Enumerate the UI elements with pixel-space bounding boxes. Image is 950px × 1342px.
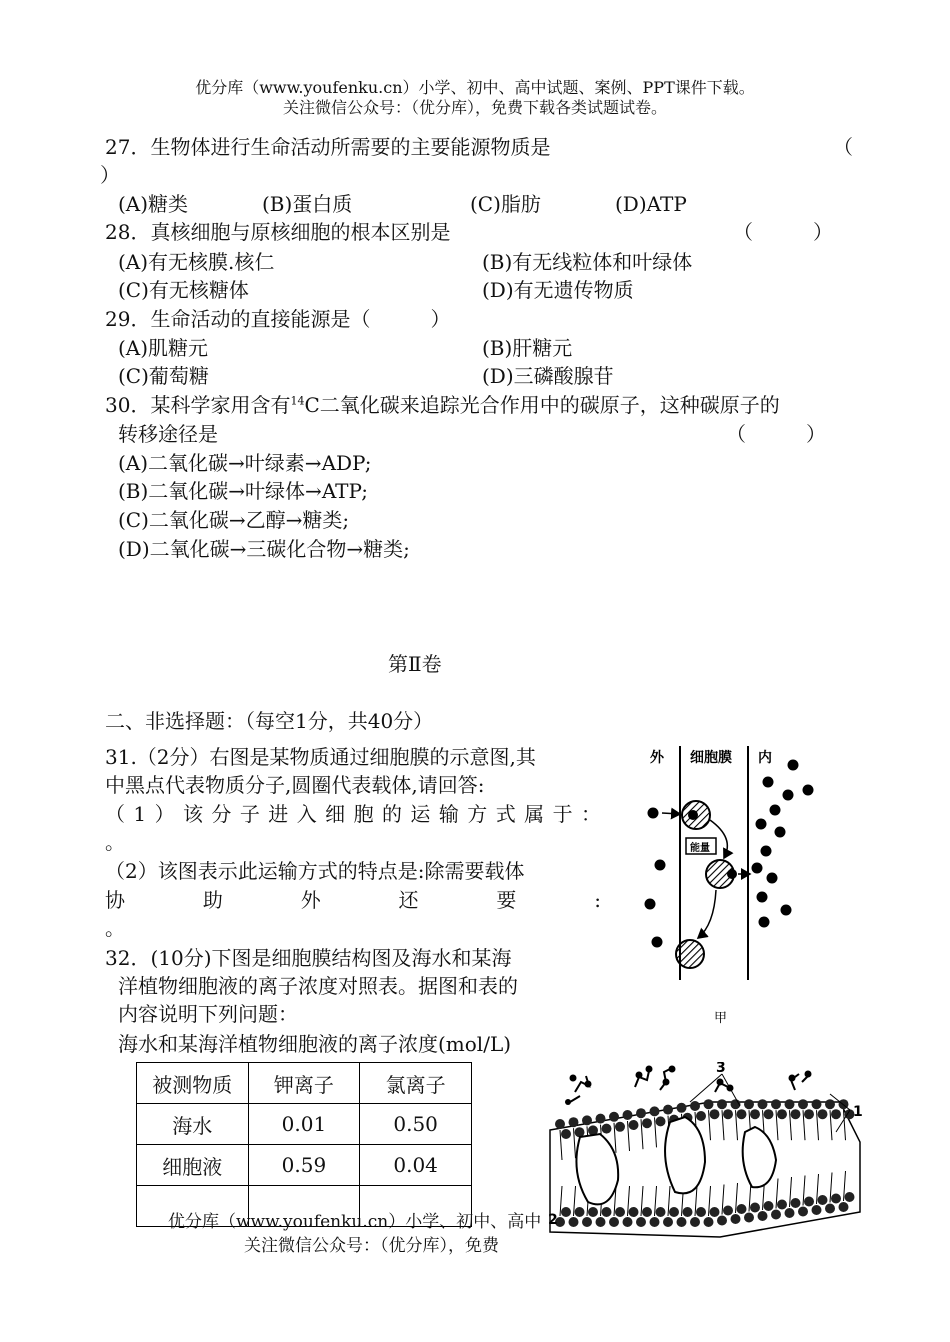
molecule-dot bbox=[759, 917, 770, 928]
molecule-dot bbox=[767, 873, 778, 884]
phospholipid-head bbox=[704, 1217, 714, 1227]
table-header-cell: 钾离子 bbox=[248, 1063, 360, 1104]
q29-option-c: (C)葡萄糖 bbox=[118, 364, 209, 388]
q30-stem-line2: 转移途径是 bbox=[118, 422, 218, 446]
molecule-dot bbox=[757, 892, 768, 903]
phospholipid-head bbox=[650, 1217, 660, 1227]
phospholipid-head bbox=[777, 1200, 787, 1210]
phospholipid-head bbox=[717, 1099, 727, 1109]
q31-sub-1-end: 。 bbox=[105, 830, 125, 854]
table-cell: 0.59 bbox=[248, 1145, 360, 1186]
phospholipid-head bbox=[758, 1211, 768, 1221]
phospholipid-head bbox=[785, 1208, 795, 1218]
phospholipid-head bbox=[750, 1203, 760, 1213]
phospholipid-head bbox=[588, 1207, 598, 1217]
phospholipid-head bbox=[804, 1197, 814, 1207]
phospholipid-head bbox=[717, 1216, 727, 1226]
q30-option-d: (D)二氧化碳→三碳化合物→糖类; bbox=[118, 537, 410, 561]
phospholipid-head bbox=[623, 1110, 633, 1120]
table-row bbox=[137, 1104, 472, 1145]
q28-option-a: (A)有无核膜.核仁 bbox=[118, 250, 275, 274]
label-membrane: 细胞膜 bbox=[690, 750, 732, 766]
q30-option-c: (C)二氧化碳→乙醇→糖类; bbox=[118, 508, 350, 532]
table-cell: 0.01 bbox=[248, 1104, 360, 1145]
phospholipid-head bbox=[596, 1114, 606, 1124]
phospholipid-head bbox=[677, 1217, 687, 1227]
table-header-cell: 氯离子 bbox=[360, 1063, 472, 1104]
phospholipid-head bbox=[623, 1217, 633, 1227]
phospholipid-head bbox=[818, 1109, 828, 1119]
phospholipid-head bbox=[723, 1109, 733, 1119]
molecule-dot bbox=[655, 860, 666, 871]
phospholipid-head bbox=[831, 1109, 841, 1119]
phospholipid-head bbox=[636, 1217, 646, 1227]
molecule-dot bbox=[688, 810, 698, 820]
molecule-dot bbox=[652, 937, 663, 948]
molecule-dot bbox=[756, 819, 767, 830]
label-inside: 内 bbox=[758, 750, 772, 766]
phospholipid-head bbox=[771, 1099, 781, 1109]
phospholipid-head bbox=[804, 1109, 814, 1119]
header-line-1: 优分库（www.youfenku.cn）小学、初中、高中试题、案例、PPT课件下载。 bbox=[195, 78, 755, 97]
q27-option-c: (C)脂肪 bbox=[470, 192, 541, 216]
phospholipid-head bbox=[561, 1207, 571, 1217]
carrier-transport-figure bbox=[640, 740, 820, 1030]
phospholipid-head bbox=[764, 1201, 774, 1211]
ion-concentration-table bbox=[136, 1062, 472, 1227]
phospholipid-head bbox=[791, 1109, 801, 1119]
phospholipid-head bbox=[812, 1205, 822, 1215]
phospholipid-head bbox=[582, 1115, 592, 1125]
molecule-dot bbox=[775, 827, 786, 838]
q31-line-1: 31.（2分）右图是某物质通过细胞膜的示意图,其 bbox=[105, 745, 536, 769]
phospholipid-head bbox=[764, 1109, 774, 1119]
phospholipid-head bbox=[669, 1207, 679, 1217]
q28-stem: 28．真核细胞与原核细胞的根本区别是 bbox=[105, 220, 451, 244]
table-cell: 海水 bbox=[137, 1104, 249, 1145]
phospholipid-head bbox=[839, 1202, 849, 1212]
phospholipid-head bbox=[636, 1108, 646, 1118]
q31-sub-2-end: 。 bbox=[105, 916, 125, 940]
q32-line-2: 洋植物细胞液的离子浓度对照表。据图和表的 bbox=[118, 974, 518, 998]
figure-label-2: 2 bbox=[548, 1212, 558, 1228]
phospholipid-head bbox=[737, 1204, 747, 1214]
molecule-dot bbox=[803, 785, 814, 796]
q27-bracket-close: ） bbox=[100, 163, 120, 187]
figure-label-1: 1 bbox=[853, 1104, 863, 1120]
footer-line-2: 关注微信公众号：（优分库），免费 bbox=[244, 1236, 499, 1256]
phospholipid-head bbox=[629, 1120, 639, 1130]
section-title: 第Ⅱ卷 bbox=[388, 652, 442, 676]
glycoprotein-chains bbox=[570, 1068, 808, 1102]
figure-caption: 甲 bbox=[714, 1011, 728, 1026]
q30-bracket: （ ） bbox=[726, 422, 826, 446]
phospholipid-head bbox=[723, 1206, 733, 1216]
molecule-dot bbox=[770, 805, 781, 816]
q27-option-d: (D)ATP bbox=[615, 192, 687, 216]
q31-line-2: 中黑点代表物质分子,圆圈代表载体,请回答: bbox=[105, 773, 485, 797]
phospholipid-head bbox=[831, 1194, 841, 1204]
footer-line-1: 优分库（www.youfenku.cn）小学、初中、高中 bbox=[168, 1212, 542, 1232]
phospholipid-head bbox=[710, 1207, 720, 1217]
table-header-cell: 被测物质 bbox=[137, 1063, 249, 1104]
molecule-dot bbox=[783, 790, 794, 801]
phospholipid-head bbox=[677, 1103, 687, 1113]
phospholipid-head bbox=[582, 1217, 592, 1227]
phospholipid-head bbox=[731, 1214, 741, 1224]
carrier-return-arrow bbox=[698, 890, 716, 938]
section-heading: 二、非选择题：（每空1分，共40分） bbox=[105, 709, 434, 733]
entry-arrow bbox=[662, 813, 680, 814]
q27-option-b: (B)蛋白质 bbox=[262, 192, 353, 216]
phospholipid-head bbox=[642, 1207, 652, 1217]
phospholipid-head bbox=[696, 1207, 706, 1217]
q30-stem-post: C二氧化碳来追踪光合作用中的碳原子，这种碳原子的 bbox=[304, 393, 780, 417]
phospholipid-head bbox=[750, 1109, 760, 1119]
figure-label-3: 3 bbox=[716, 1062, 726, 1076]
phospholipid-head bbox=[596, 1217, 606, 1227]
table-row bbox=[137, 1145, 472, 1186]
phospholipid-head bbox=[744, 1099, 754, 1109]
phospholipid-head bbox=[569, 1217, 579, 1227]
phospholipid-head bbox=[818, 1195, 828, 1205]
phospholipid-head bbox=[690, 1101, 700, 1111]
q27-stem: 27．生物体进行生命活动所需要的主要能源物质是 bbox=[105, 135, 551, 159]
molecule-dot bbox=[788, 760, 799, 771]
q30-stem-pre: 30．某科学家用含有 bbox=[105, 393, 291, 417]
phospholipid-head bbox=[656, 1207, 666, 1217]
header-line-2: 关注微信公众号：（优分库），免费下载各类试题试卷。 bbox=[282, 98, 667, 117]
q28-option-b: (B)有无线粒体和叶绿体 bbox=[482, 250, 693, 274]
phospholipid-head bbox=[744, 1213, 754, 1223]
q28-option-d: (D)有无遗传物质 bbox=[482, 278, 634, 302]
phospholipid-head bbox=[609, 1112, 619, 1122]
q29-option-d: (D)三磷酸腺苷 bbox=[482, 364, 614, 388]
phospholipid-head bbox=[663, 1105, 673, 1115]
phospholipid-head bbox=[615, 1207, 625, 1217]
phospholipid-head bbox=[704, 1099, 714, 1109]
table-cell: 0.04 bbox=[360, 1145, 472, 1186]
phospholipid-head bbox=[683, 1207, 693, 1217]
phospholipid-head bbox=[737, 1109, 747, 1119]
q29-stem: 29．生命活动的直接能源是（ ） bbox=[105, 307, 451, 331]
q27-bracket-open: （ bbox=[833, 135, 853, 159]
molecule-dot bbox=[781, 905, 792, 916]
phospholipid-head bbox=[663, 1217, 673, 1227]
molecule-dot bbox=[752, 863, 763, 874]
phospholipid-head bbox=[785, 1099, 795, 1109]
phospholipid-head bbox=[798, 1207, 808, 1217]
phospholipid-head bbox=[629, 1207, 639, 1217]
table-cell: 细胞液 bbox=[137, 1145, 249, 1186]
molecule-dot bbox=[761, 846, 772, 857]
q27-option-a: (A)糖类 bbox=[118, 192, 189, 216]
energy-label: 能量 bbox=[690, 843, 710, 854]
phospholipid-head bbox=[650, 1106, 660, 1116]
phospholipid-head bbox=[569, 1117, 579, 1127]
phospholipid-head bbox=[642, 1118, 652, 1128]
phospholipid-head bbox=[825, 1204, 835, 1214]
q32-line-1: 32．(10分)下图是细胞膜结构图及海水和某海 bbox=[105, 946, 512, 970]
phospholipid-head bbox=[615, 1122, 625, 1132]
q30-stem bbox=[105, 391, 780, 419]
carrier-circle bbox=[676, 940, 704, 968]
q30-option-a: (A)二氧化碳→叶绿素→ADP; bbox=[118, 451, 372, 475]
table-cell: 0.50 bbox=[360, 1104, 472, 1145]
phospholipid-head bbox=[798, 1099, 808, 1109]
phospholipid-head bbox=[777, 1109, 787, 1119]
q30-option-b: (B)二氧化碳→叶绿体→ATP; bbox=[118, 479, 368, 503]
phospholipid-head bbox=[710, 1109, 720, 1119]
molecule-dot bbox=[648, 808, 659, 819]
phospholipid-head bbox=[609, 1217, 619, 1227]
phospholipid-head bbox=[825, 1099, 835, 1109]
label-outside: 外 bbox=[650, 750, 664, 766]
q28-option-c: (C)有无核糖体 bbox=[118, 278, 249, 302]
q29-option-b: (B)肝糖元 bbox=[482, 336, 573, 360]
phospholipid-head bbox=[602, 1124, 612, 1134]
phospholipid-head bbox=[561, 1129, 571, 1139]
q31-sub-2: （2）该图表示此运输方式的特点是:除需要载体 bbox=[105, 859, 525, 883]
q29-option-a: (A)肌糖元 bbox=[118, 336, 209, 360]
molecule-dot bbox=[763, 777, 774, 788]
phospholipid-head bbox=[575, 1207, 585, 1217]
phospholipid-head bbox=[602, 1207, 612, 1217]
phospholipid-head bbox=[845, 1192, 855, 1202]
phospholipid-head bbox=[791, 1198, 801, 1208]
phospholipid-head bbox=[771, 1210, 781, 1220]
q28-bracket: （ ） bbox=[733, 220, 833, 244]
phospholipid-head bbox=[696, 1111, 706, 1121]
q31-sub-2-line2: 协 助 外 还 要 : bbox=[105, 888, 601, 912]
phospholipid-head bbox=[812, 1099, 822, 1109]
table-header-row bbox=[137, 1063, 472, 1104]
molecule-dot bbox=[645, 899, 656, 910]
molecule-dot bbox=[727, 869, 737, 879]
phospholipid-head bbox=[758, 1099, 768, 1109]
membrane-structure-figure bbox=[540, 1062, 880, 1252]
phospholipid-head bbox=[555, 1119, 565, 1129]
phospholipid-head bbox=[690, 1217, 700, 1227]
q30-isotope-mass: 14 bbox=[290, 394, 305, 408]
phospholipid-head bbox=[656, 1116, 666, 1126]
q32-line-3: 内容说明下列问题： bbox=[118, 1002, 298, 1026]
glycoprotein-knots bbox=[565, 1066, 812, 1106]
q31-sub-1: （1）该分子进入细胞的运输方式属于： bbox=[105, 802, 601, 826]
q32-table-caption: 海水和某海洋植物细胞液的离子浓度(mol/L) bbox=[118, 1032, 512, 1056]
